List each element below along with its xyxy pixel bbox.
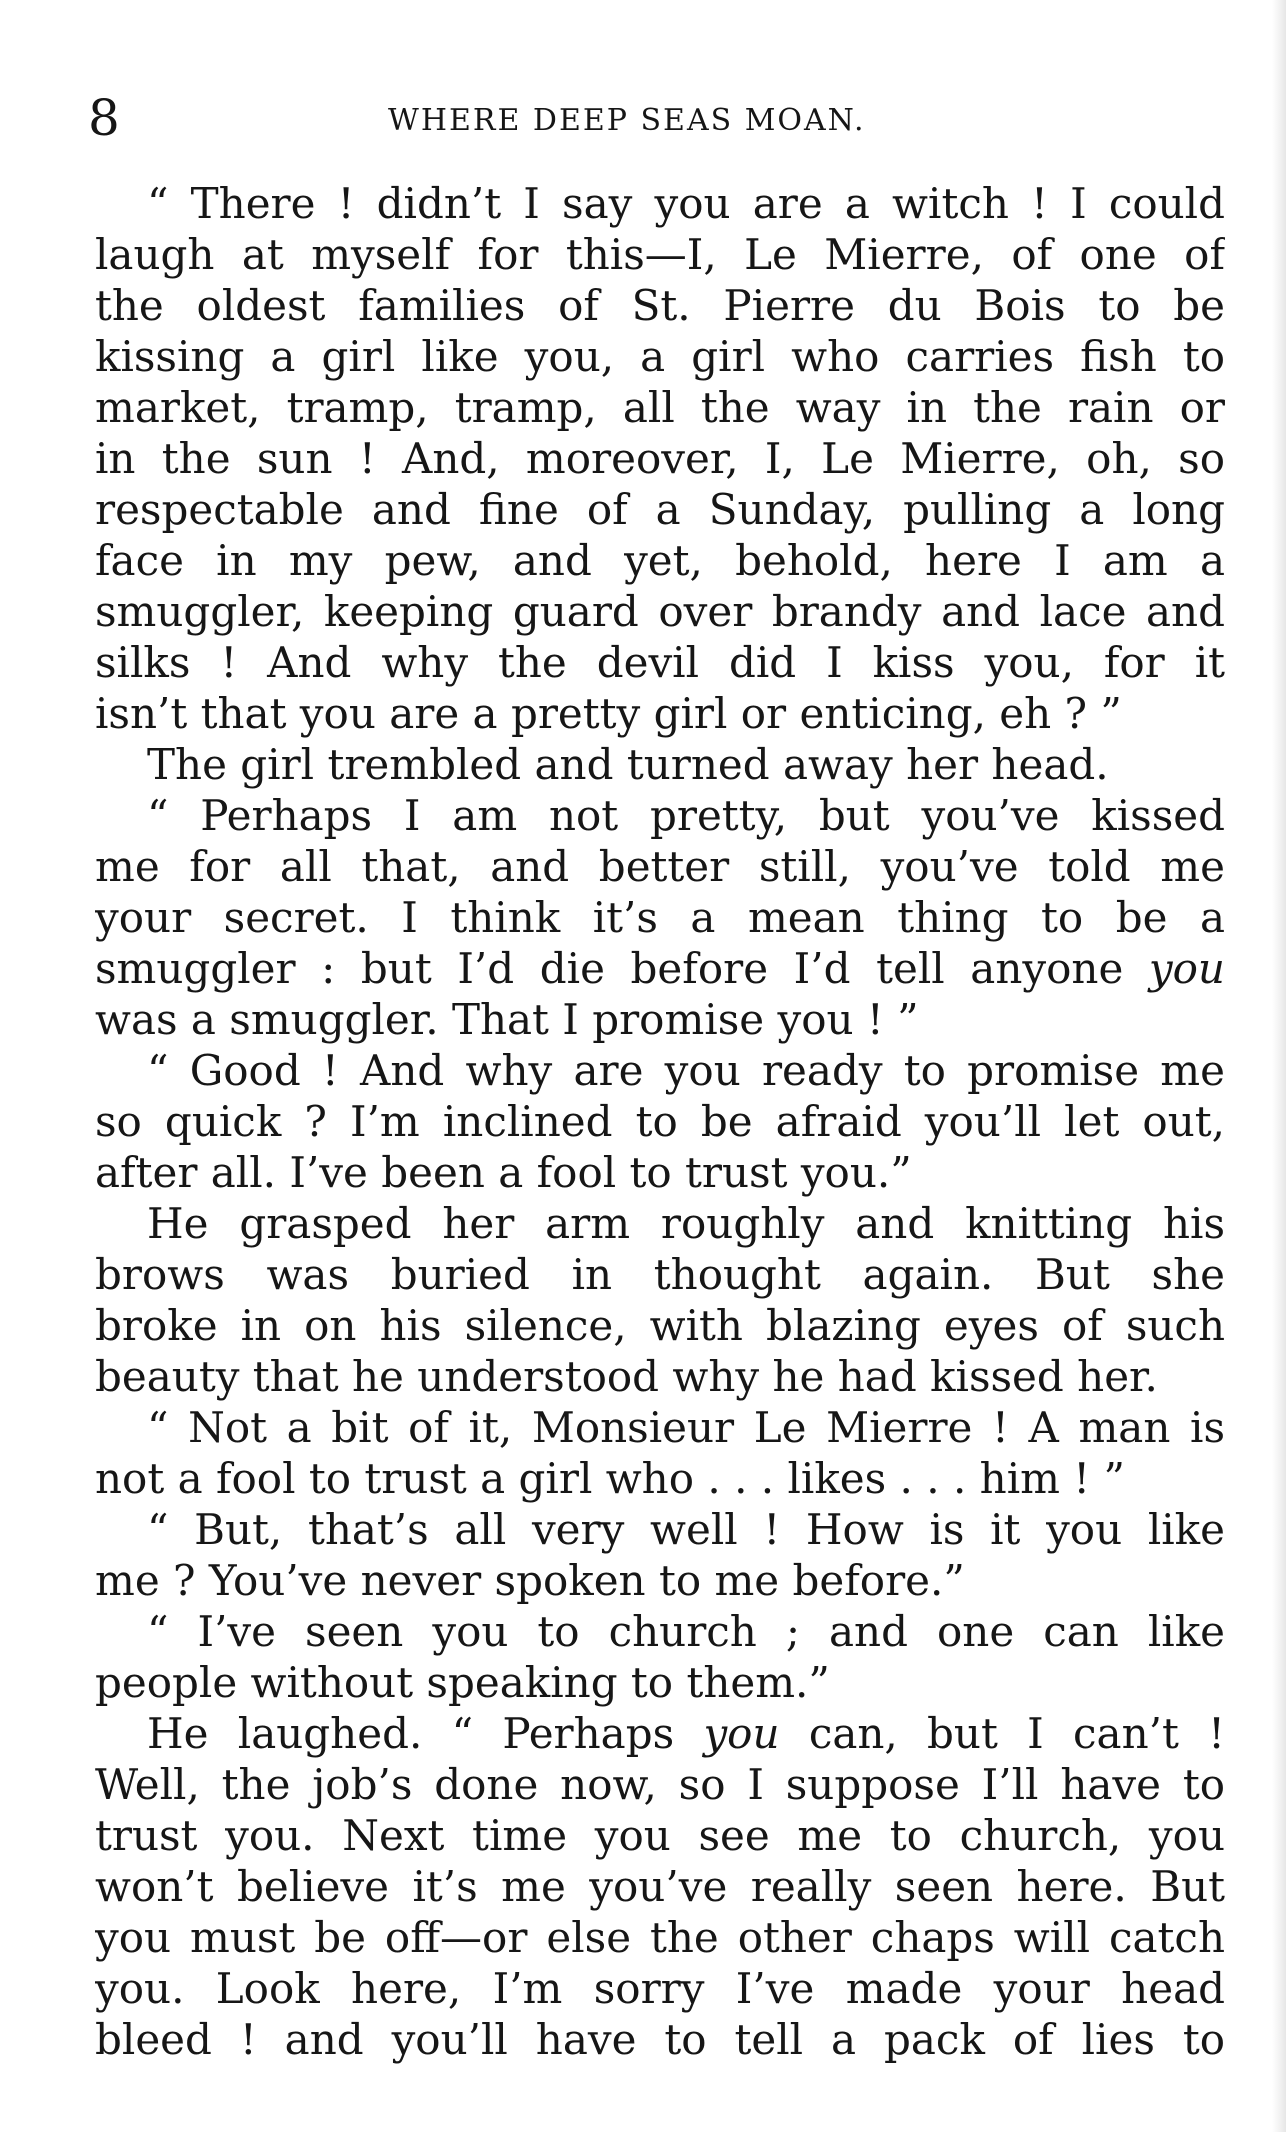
- text-line: [95, 1351, 1225, 1402]
- text-line: [95, 1759, 1225, 1810]
- text-line: [95, 994, 1225, 1045]
- text-line: [95, 178, 1225, 229]
- text-line: [95, 1300, 1225, 1351]
- text-line: [95, 1198, 1225, 1249]
- text-line: [95, 1912, 1225, 1963]
- line-text: me for all that, and better still, you’ve told me: [95, 842, 1225, 891]
- text-line: [95, 1045, 1225, 1096]
- text-line: [95, 1555, 1225, 1606]
- line-text: “ Not a bit of it, Monsieur Le Mierre ! A man is: [147, 1403, 1225, 1452]
- text-line: [95, 688, 1225, 739]
- line-text: smuggler, keeping guard over brandy and lace and: [95, 587, 1225, 636]
- text-line: [95, 1708, 1225, 1759]
- line-text: the oldest families of St. Pierre du Bois to be: [95, 281, 1225, 330]
- text-line: [95, 586, 1225, 637]
- line-text: won’t believe it’s me you’ve really seen here. But: [95, 1862, 1225, 1911]
- line-text: me ? You’ve never spoken to me before.”: [95, 1556, 965, 1605]
- text-line: [95, 892, 1225, 943]
- text-line: [95, 943, 1225, 994]
- text-line: [95, 535, 1225, 586]
- line-text: He laughed. “ Perhaps: [147, 1709, 675, 1758]
- running-title: WHERE DEEP SEAS MOAN.: [388, 103, 866, 138]
- line-text: “ Perhaps I am not pretty, but you’ve kissed: [147, 791, 1225, 840]
- line-text: smuggler : but I’d die before I’d tell anyone: [95, 944, 1124, 993]
- line-text: respectable and fine of a Sunday, pulling a long: [95, 485, 1225, 534]
- line-text: market, tramp, tramp, all the way in the rain or: [95, 383, 1225, 432]
- line-text: The girl trembled and turned away her head.: [147, 740, 1109, 789]
- line-text: people without speaking to them.”: [95, 1658, 830, 1707]
- text-line: [95, 2014, 1225, 2065]
- line-text: face in my pew, and yet, behold, here I am a: [95, 536, 1225, 585]
- text-line: [95, 1657, 1225, 1708]
- text-line: [95, 229, 1225, 280]
- line-text: Well, the job’s done now, so I suppose I’ll have to: [95, 1760, 1225, 1809]
- page-number: 8: [88, 89, 120, 147]
- line-text: isn’t that you are a pretty girl or enticing, eh ? ”: [95, 689, 1122, 738]
- line-text: was a smuggler. That I promise you ! ”: [95, 995, 919, 1044]
- body-text: [95, 178, 1225, 2065]
- line-text: brows was buried in thought again. But she: [95, 1250, 1225, 1299]
- text-line: [95, 637, 1225, 688]
- line-text: laugh at myself for this—I, Le Mierre, of one of: [95, 230, 1225, 279]
- text-line: [95, 1249, 1225, 1300]
- text-line: [95, 1963, 1225, 2014]
- line-text: after all. I’ve been a fool to trust you.”: [95, 1148, 912, 1197]
- line-text: your secret. I think it’s a mean thing to be a: [95, 893, 1225, 942]
- line-text: not a fool to trust a girl who . . . likes . . . him ! ”: [95, 1454, 1126, 1503]
- running-head: [88, 88, 1218, 148]
- line-text: silks ! And why the devil did I kiss you, for it: [95, 638, 1225, 687]
- text-line: [95, 1096, 1225, 1147]
- line-text: trust you. Next time you see me to church, you: [95, 1811, 1225, 1860]
- line-text: you must be off—or else the other chaps will catch: [95, 1913, 1225, 1962]
- line-text: beauty that he understood why he had kissed her.: [95, 1352, 1158, 1401]
- text-line: [95, 1504, 1225, 1555]
- text-line: [95, 1147, 1225, 1198]
- text-line: [95, 1402, 1225, 1453]
- italic-word: you: [1148, 944, 1225, 993]
- line-text: kissing a girl like you, a girl who carries fish to: [95, 332, 1225, 381]
- text-line: [95, 484, 1225, 535]
- text-line: [95, 1606, 1225, 1657]
- text-line: [95, 382, 1225, 433]
- line-text: “ But, that’s all very well ! How is it you like: [147, 1505, 1225, 1554]
- text-line: [95, 433, 1225, 484]
- text-line: [95, 841, 1225, 892]
- line-text: “ There ! didn’t I say you are a witch ! I could: [147, 179, 1225, 228]
- line-text: so quick ? I’m inclined to be afraid you’ll let out,: [95, 1097, 1225, 1146]
- text-line: [95, 1810, 1225, 1861]
- text-line: [95, 1861, 1225, 1912]
- line-text: broke in on his silence, with blazing eyes of such: [95, 1301, 1225, 1350]
- line-text: you. Look here, I’m sorry I’ve made your head: [95, 1964, 1225, 2013]
- text-line: [95, 280, 1225, 331]
- line-text: “ Good ! And why are you ready to promise me: [147, 1046, 1225, 1095]
- italic-word: you: [703, 1709, 780, 1758]
- line-text-after: can, but I can’t !: [808, 1709, 1225, 1758]
- line-text: in the sun ! And, moreover, I, Le Mierre, oh, so: [95, 434, 1225, 483]
- text-line: [95, 1453, 1225, 1504]
- line-text: He grasped her arm roughly and knitting his: [147, 1199, 1225, 1248]
- text-line: [95, 790, 1225, 841]
- text-line: [95, 739, 1225, 790]
- text-line: [95, 331, 1225, 382]
- page-edge: [1272, 0, 1286, 2132]
- line-text: bleed ! and you’ll have to tell a pack of lies to: [95, 2015, 1225, 2064]
- line-text: “ I’ve seen you to church ; and one can like: [147, 1607, 1225, 1656]
